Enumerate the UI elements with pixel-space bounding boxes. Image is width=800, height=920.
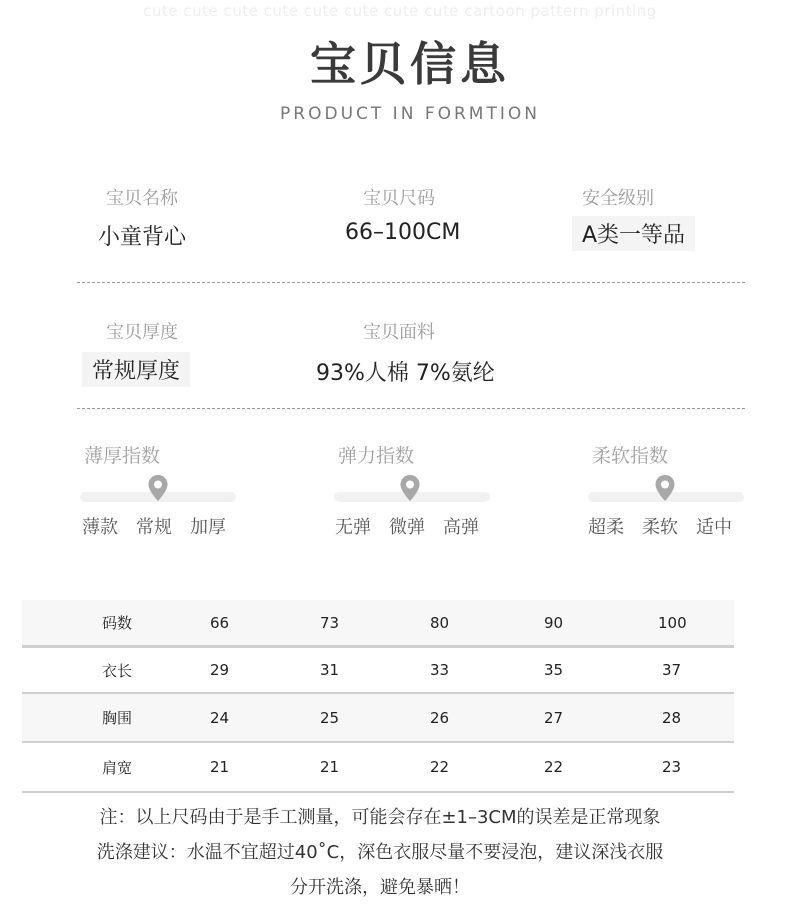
table-cell: 33 bbox=[430, 647, 540, 694]
elasticity-option-1: 无弹 bbox=[335, 517, 371, 538]
table-header-cell: 100 bbox=[658, 600, 734, 647]
table-cell: 26 bbox=[430, 693, 540, 742]
thickness-option-2: 常规 bbox=[136, 517, 172, 538]
safety-value: A类一等品 bbox=[572, 216, 695, 251]
thickness-option-3: 加厚 bbox=[190, 517, 226, 538]
elasticity-index-title: 弹力指数 bbox=[338, 445, 415, 467]
elasticity-option-3: 高弹 bbox=[443, 517, 479, 538]
table-cell: 25 bbox=[320, 693, 430, 742]
softness-option-1: 超柔 bbox=[588, 517, 624, 538]
name-value: 小童背心 bbox=[98, 225, 187, 250]
table-cell: 29 bbox=[210, 647, 320, 694]
table-cell: 21 bbox=[320, 742, 430, 792]
divider-2 bbox=[77, 408, 745, 409]
elasticity-option-2: 微弹 bbox=[389, 517, 425, 538]
location-pin-icon bbox=[654, 474, 676, 502]
size-label: 宝贝尺码 bbox=[363, 188, 435, 209]
table-cell: 衣长 bbox=[22, 647, 210, 694]
table-cell: 22 bbox=[430, 742, 540, 792]
page-title: 宝贝信息 bbox=[310, 37, 510, 91]
softness-option-2: 柔软 bbox=[642, 517, 678, 538]
fabric-value: 93%人棉 7%氨纶 bbox=[316, 361, 495, 386]
thickness-label: 宝贝厚度 bbox=[106, 322, 178, 343]
table-header-cell: 码数 bbox=[22, 600, 210, 647]
table-header-cell: 73 bbox=[320, 600, 430, 647]
table-cell: 28 bbox=[658, 693, 734, 742]
softness-option-3: 适中 bbox=[696, 517, 732, 538]
table-cell: 21 bbox=[210, 742, 320, 792]
table-header-cell: 80 bbox=[430, 600, 540, 647]
table-row bbox=[22, 647, 734, 694]
size-value: 66–100CM bbox=[345, 220, 461, 245]
table-cell: 胸围 bbox=[22, 693, 210, 742]
watermark-text: cute cute cute cute cute cute cute cute cartoon pattern printing bbox=[143, 2, 657, 20]
table-header-cell: 66 bbox=[210, 600, 320, 647]
table-cell: 肩宽 bbox=[22, 742, 210, 792]
washing-advice-line-1: 洗涤建议：水温不宜超过40˚C，深色衣服尽量不要浸泡，建议深浅衣服 bbox=[96, 842, 664, 863]
size-table-header-row bbox=[22, 600, 734, 647]
table-cell: 27 bbox=[540, 693, 658, 742]
table-cell: 31 bbox=[320, 647, 430, 694]
table-header-cell: 90 bbox=[540, 600, 658, 647]
table-row bbox=[22, 742, 734, 792]
name-label: 宝贝名称 bbox=[106, 188, 178, 209]
softness-index-title: 柔软指数 bbox=[592, 445, 669, 467]
table-cell: 35 bbox=[540, 647, 658, 694]
page-subtitle: PRODUCT IN FORMTION bbox=[280, 104, 540, 124]
fabric-label: 宝贝面料 bbox=[363, 322, 435, 343]
table-cell: 37 bbox=[658, 647, 734, 694]
location-pin-icon bbox=[399, 474, 421, 502]
location-pin-icon bbox=[147, 474, 169, 502]
table-cell: 23 bbox=[658, 742, 734, 792]
thickness-index-title: 薄厚指数 bbox=[84, 445, 161, 467]
thickness-value: 常规厚度 bbox=[82, 352, 190, 387]
table-cell: 24 bbox=[210, 693, 320, 742]
thickness-option-1: 薄款 bbox=[82, 517, 118, 538]
divider-1 bbox=[77, 282, 745, 283]
table-cell: 22 bbox=[540, 742, 658, 792]
washing-advice-line-2: 分开洗涤，避免暴晒！ bbox=[290, 877, 470, 898]
table-row bbox=[22, 693, 734, 742]
size-table bbox=[22, 600, 734, 793]
measurement-note: 注：以上尺码由于是手工测量，可能会存在±1–3CM的误差是正常现象 bbox=[99, 807, 661, 828]
safety-label: 安全级别 bbox=[582, 188, 654, 209]
